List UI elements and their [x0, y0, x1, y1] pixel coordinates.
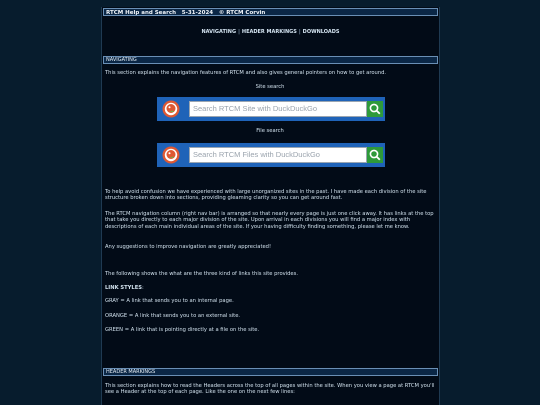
navigating-para-1: To help avoid confusion we have experienced with large unorganized sites in the past. I have made each division of the site structure broken down into sections, providing gleaming clarity so you can get around fast. [105, 189, 427, 202]
top-nav [102, 29, 439, 35]
site-search-input[interactable]: Search RTCM Site with DuckDuckGo [189, 101, 367, 117]
magnifier-icon [367, 147, 383, 163]
content-panel [101, 7, 440, 405]
site-search-label: Site search [255, 84, 285, 90]
link-style-gray: GRAY = A link that sends you to an internal page. [105, 298, 234, 304]
duckduckgo-icon [161, 146, 181, 164]
duckduckgo-icon [161, 100, 181, 118]
header-markings-intro: This section explains how to read the Headers across the top of all pages within the site. When you view a page at RTCM you'll see a Header at the top of each page. Like the one on the next few lines: [105, 383, 435, 396]
nav-separator: | [298, 29, 301, 35]
link-styles-colon: : [142, 285, 144, 291]
navigating-para-3: Any suggestions to improve navigation are greatly appreciated! [105, 244, 272, 250]
link-style-green: GREEN = A link that is pointing directly at a file on the site. [105, 327, 260, 333]
section-header-navigating: NAVIGATING [103, 56, 438, 64]
nav-link-downloads[interactable]: DOWNLOADS [302, 29, 340, 35]
link-styles-label: LINK STYLES [105, 285, 143, 291]
navigating-intro: This section explains the navigation features of RTCM and also gives general pointers on how to get around. [105, 70, 387, 76]
site-search-button[interactable] [367, 101, 383, 117]
link-style-orange: ORANGE = A link that sends you to an external site. [105, 313, 241, 319]
page-banner: RTCM Help and Search 5-31-2024 © RTCM Corvin [103, 8, 438, 16]
link-styles-heading [105, 285, 435, 291]
magnifier-icon [367, 101, 383, 117]
right-margin [439, 7, 540, 405]
nav-link-navigating[interactable]: NAVIGATING [201, 29, 237, 35]
site-search-bar [157, 97, 385, 121]
file-search-button[interactable] [367, 147, 383, 163]
file-search-input[interactable]: Search RTCM Files with DuckDuckGo [189, 147, 367, 163]
file-search-label: File search [256, 128, 284, 134]
file-search-bar [157, 143, 385, 167]
nav-separator: | [238, 29, 240, 35]
nav-link-header-markings[interactable]: HEADER MARKINGS [241, 29, 297, 35]
navigating-para-4: The following shows the what are the three kind of links this site provides. [105, 271, 298, 277]
section-header-header-markings: HEADER MARKINGS [103, 368, 438, 376]
navigating-para-2: The RTCM navigation column (right nav bar) is arranged so that nearly every page is just one click away. It has links at the top that take you directly to each major division of the site. Upon arrival in each divisions you will find a major index with descriptions of each main individual areas of the site. If your having difficulty finding something, please let me know. [105, 211, 434, 230]
